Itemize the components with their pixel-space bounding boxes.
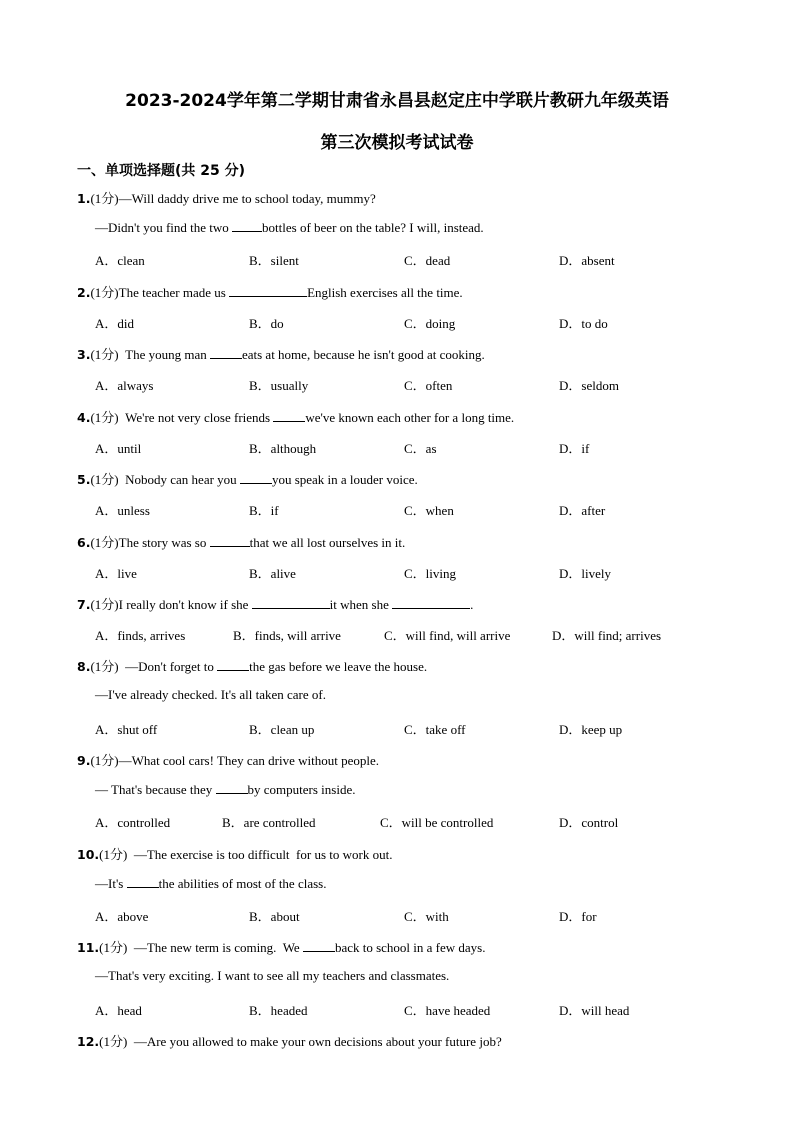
option-c: C．as: [404, 441, 437, 456]
question-text: .: [470, 597, 474, 612]
option-c: C．have headed: [404, 1003, 491, 1018]
question-text: by computers inside.: [247, 782, 356, 797]
option-a: A．did: [95, 316, 135, 331]
answer-blank: [217, 658, 249, 671]
option-d: D．to do: [559, 316, 608, 331]
question-number: 1.: [77, 191, 91, 206]
question-9-line-2: [95, 781, 355, 798]
option-b: B．alive: [249, 566, 296, 581]
question-5: [77, 469, 418, 488]
question-number: 12.: [77, 1034, 100, 1049]
question-text: The story was so: [118, 535, 210, 550]
question-12: [77, 1031, 502, 1050]
question-text: bottles of beer on the table? I will, instead.: [262, 220, 484, 235]
question-text: The young man: [118, 347, 210, 362]
option-c: C．living: [404, 566, 457, 581]
question-score: (1分): [99, 847, 128, 862]
answer-blank: [392, 596, 470, 609]
question-number: 6.: [77, 535, 91, 550]
question-text: I really don't know if she: [118, 597, 252, 612]
question-score: (1分): [99, 940, 128, 955]
question-4: [77, 407, 514, 426]
section-heading: 一、单项选择题(共 25 分): [77, 163, 246, 179]
option-d: D．will find; arrives: [552, 628, 662, 643]
question-text: we've known each other for a long time.: [305, 410, 515, 425]
question-score: (1分): [90, 753, 119, 768]
answer-blank: [216, 781, 248, 794]
option-d: D．lively: [559, 566, 611, 581]
question-text: — That's because they: [95, 782, 216, 797]
question-text: eats at home, because he isn't good at cooking.: [241, 347, 485, 362]
option-a: A．controlled: [95, 815, 171, 830]
option-c: C．will be controlled: [380, 815, 494, 830]
option-b: B．although: [249, 441, 317, 456]
exam-title-line-2: 第三次模拟考试试卷: [320, 133, 474, 153]
option-c: C．doing: [404, 316, 456, 331]
question-text: it when she: [329, 597, 393, 612]
exam-title-line-1: 2023-2024学年第二学期甘肃省永昌县赵定庄中学联片教研九年级英语: [125, 91, 669, 111]
option-a: A．clean: [95, 253, 145, 268]
answer-blank: [240, 471, 272, 484]
question-text: —Are you allowed to make your own decisions about your future job?: [127, 1034, 502, 1049]
question-1-line-2: [95, 219, 484, 236]
option-a: A．above: [95, 909, 149, 924]
question-1: [77, 188, 376, 207]
question-number: 9.: [77, 753, 91, 768]
question-text: the gas before we leave the house.: [249, 659, 428, 674]
answer-blank: [210, 534, 250, 547]
option-c: C．dead: [404, 253, 451, 268]
question-text: —Don't forget to: [118, 659, 218, 674]
option-c: C．when: [404, 503, 454, 518]
question-8-line-2: —I've already checked. It's all taken care of.: [95, 687, 326, 702]
option-d: D．keep up: [559, 722, 623, 737]
question-text: the abilities of most of the class.: [158, 876, 327, 891]
option-b: B．about: [249, 909, 300, 924]
option-a: A．always: [95, 378, 154, 393]
question-9: [77, 750, 379, 769]
question-text: English exercises all the time.: [307, 285, 463, 300]
question-score: (1分): [90, 191, 119, 206]
question-text: back to school in a few days.: [334, 940, 486, 955]
option-a: A．head: [95, 1003, 142, 1018]
option-d: D．absent: [559, 253, 615, 268]
question-text: you speak in a louder voice.: [271, 472, 418, 487]
answer-blank: [127, 875, 159, 888]
question-text: Nobody can hear you: [118, 472, 240, 487]
option-c: C．will find, will arrive: [384, 628, 511, 643]
option-a: A．until: [95, 441, 142, 456]
question-number: 2.: [77, 285, 91, 300]
question-text: —It's: [95, 876, 127, 891]
question-text: We're not very close friends: [118, 410, 274, 425]
question-text: that we all lost ourselves in it.: [249, 535, 406, 550]
option-d: D．will head: [559, 1003, 630, 1018]
option-b: B．silent: [249, 253, 299, 268]
question-text: —The exercise is too difficult for us to work out.: [127, 847, 393, 862]
answer-blank: [232, 219, 262, 232]
option-d: D．control: [559, 815, 619, 830]
option-c: C．take off: [404, 722, 466, 737]
option-b: B．headed: [249, 1003, 308, 1018]
option-b: B．do: [249, 316, 284, 331]
question-11: [77, 937, 486, 956]
question-number: 3.: [77, 347, 91, 362]
question-3: [77, 344, 485, 363]
option-b: B．clean up: [249, 722, 315, 737]
question-score: (1分): [90, 659, 119, 674]
option-b: B．if: [249, 503, 279, 518]
question-score: (1分): [90, 597, 119, 612]
question-10-line-2: [95, 875, 326, 892]
option-a: A．live: [95, 566, 137, 581]
answer-blank: [229, 284, 307, 297]
question-text: —Didn't you find the two: [95, 220, 233, 235]
answer-blank: [210, 346, 242, 359]
option-a: A．shut off: [95, 722, 158, 737]
option-b: B．usually: [249, 378, 309, 393]
option-c: C．often: [404, 378, 453, 393]
option-b: B．finds, will arrive: [233, 628, 341, 643]
question-text: —Will daddy drive me to school today, mummy?: [118, 191, 376, 206]
question-score: (1分): [99, 1034, 128, 1049]
option-d: D．if: [559, 441, 590, 456]
question-number: 10.: [77, 847, 100, 862]
question-text: The teacher made us: [118, 285, 230, 300]
answer-blank: [303, 939, 335, 952]
option-d: D．after: [559, 503, 606, 518]
question-number: 11.: [77, 940, 100, 955]
option-a: A．unless: [95, 503, 150, 518]
question-2: [77, 282, 463, 301]
question-8: [77, 656, 427, 675]
option-a: A．finds, arrives: [95, 628, 186, 643]
question-7: [77, 594, 473, 613]
question-score: (1分): [90, 410, 119, 425]
question-number: 7.: [77, 597, 91, 612]
question-number: 5.: [77, 472, 91, 487]
option-c: C．with: [404, 909, 449, 924]
answer-blank: [252, 596, 330, 609]
question-score: (1分): [90, 535, 119, 550]
question-score: (1分): [90, 472, 119, 487]
option-d: D．seldom: [559, 378, 619, 393]
option-b: B．are controlled: [222, 815, 316, 830]
option-d: D．for: [559, 909, 597, 924]
question-6: [77, 532, 405, 551]
question-11-line-2: —That's very exciting. I want to see all my teachers and classmates.: [95, 968, 450, 983]
question-score: (1分): [90, 347, 119, 362]
answer-blank: [273, 409, 305, 422]
question-number: 8.: [77, 659, 91, 674]
question-text: —What cool cars! They can drive without people.: [118, 753, 380, 768]
question-text: —The new term is coming. We: [127, 940, 303, 955]
question-number: 4.: [77, 410, 91, 425]
question-score: (1分): [90, 285, 119, 300]
question-10: [77, 844, 392, 863]
